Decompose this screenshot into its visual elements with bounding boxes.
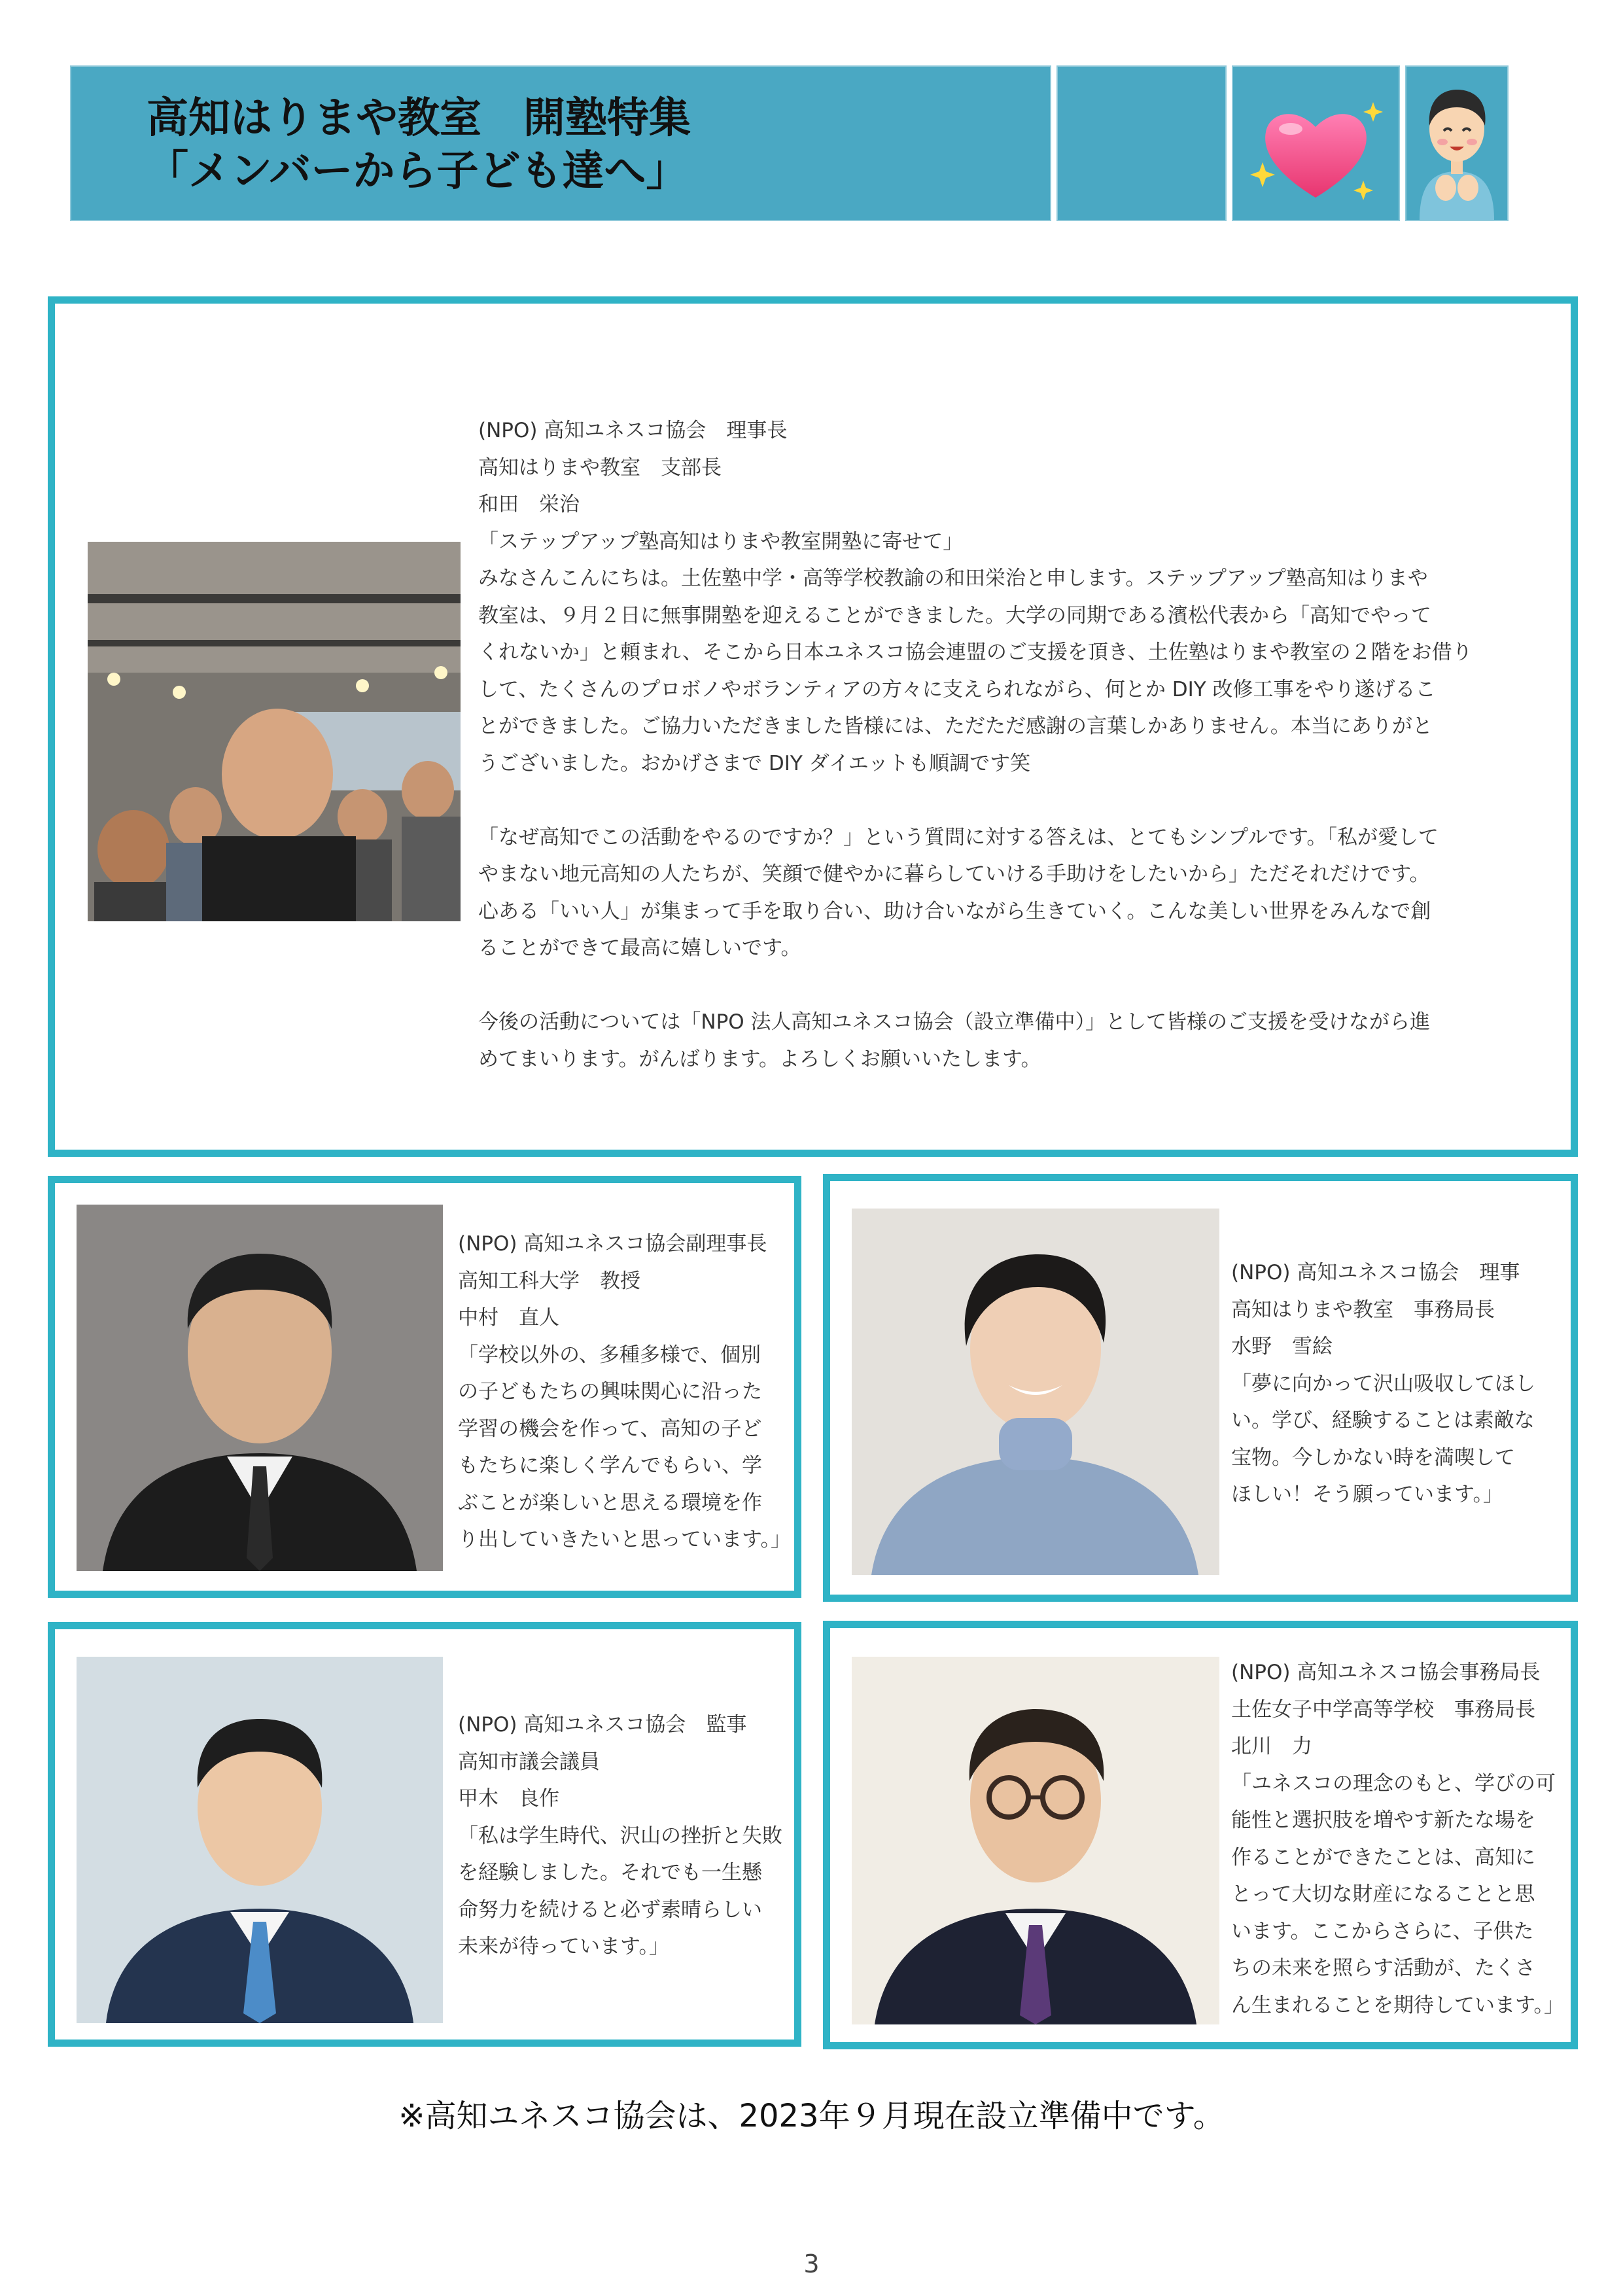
header-title-line2: 「メンバーから子ども達へ」 <box>147 147 688 196</box>
text-line: ん生まれることを期待しています。」 <box>1231 1993 1565 2017</box>
text-line: ぶことが楽しいと思える環境を作 <box>458 1491 762 1515</box>
text-line: とって大切な財産になることと思 <box>1231 1882 1535 1906</box>
footnote: ※高知ユネスコ協会は、2023年９月現在設立準備中です。 <box>398 2098 1225 2134</box>
text-line: して、たくさんのプロボノやボランティアの方々に支えられながら、何とか DIY 改修工事をやり遂げるこ <box>478 677 1436 701</box>
member-text <box>458 1706 782 1966</box>
header-title-line1: 高知はりまや教室 開塾特集 <box>147 94 691 143</box>
text-line: ることができて最高に嬉しいです。 <box>478 936 801 960</box>
text-line: (NPO) 高知ユネスコ協会 理事長 <box>478 419 788 442</box>
text-line: もたちに楽しく学んでもらい、学 <box>458 1454 762 1477</box>
text-line: 「なぜ高知でこの活動をやるのですか？」という質問に対する答えは、とてもシンプルです。「私が愛して <box>478 825 1439 849</box>
heart-tile <box>1232 65 1400 221</box>
member-portrait-photo <box>77 1205 443 1571</box>
main-profile-text <box>478 412 1473 1078</box>
text-line: 今後の活動については「NPO 法人高知ユネスコ協会（設立準備中）」として皆様のご支援を受けながら進 <box>478 1010 1431 1034</box>
text-line: 作ることができたことは、高知に <box>1231 1845 1535 1869</box>
text-line: 未来が待っています。」 <box>458 1935 670 1958</box>
member-portrait-photo <box>77 1657 443 2023</box>
text-line: (NPO) 高知ユネスコ協会事務局長 <box>1231 1661 1541 1684</box>
group-selfie-photo <box>88 542 461 921</box>
text-line: (NPO) 高知ユネスコ協会 監事 <box>458 1713 747 1737</box>
text-line: うございました。おかげさまで DIY ダイエットも順調です笑 <box>478 751 1031 775</box>
text-line: を経験しました。それでも一生懸 <box>458 1861 762 1884</box>
text-line: います。ここからさらに、子供た <box>1231 1919 1534 1943</box>
text-line: い。学び、経験することは素敵な <box>1231 1409 1535 1432</box>
text-line: (NPO) 高知ユネスコ協会副理事長 <box>458 1232 767 1256</box>
paragraph-gap <box>478 782 1473 819</box>
text-line: やまない地元高知の人たちが、笑顔で健やかに暮らしていける手助けをしたいから」ただそれだけです。 <box>478 862 1430 886</box>
member-box <box>48 1622 801 2047</box>
text-line: 能性と選択肢を増やす新たな場を <box>1231 1809 1535 1832</box>
text-line: 土佐女子中学高等学校 事務局長 <box>1231 1697 1535 1722</box>
member-text <box>1231 1654 1564 2024</box>
text-line: 「ステップアップ塾高知はりまや教室開塾に寄せて」 <box>478 529 964 554</box>
text-line: とができました。ご協力いただきました皆様には、ただただ感謝の言葉しかありません。本当にありがと <box>478 715 1433 738</box>
text-line: ほしい！そう願っています。」 <box>1231 1483 1504 1506</box>
page-number: 3 <box>803 2250 820 2278</box>
text-line: 高知はりまや教室 事務局長 <box>1231 1298 1495 1322</box>
text-line: 和田 栄治 <box>478 493 580 516</box>
paragraph-gap <box>478 967 1473 1004</box>
text-line: り出していきたいと思っています。」 <box>458 1528 792 1551</box>
text-line: 学習の機会を作って、高知の子ど <box>458 1417 762 1441</box>
happy-boy-icon <box>1406 67 1507 220</box>
text-line: 中村 直人 <box>458 1306 559 1330</box>
text-line: くれないか」と頼まれ、そこから日本ユネスコ協会連盟のご支援を頂き、土佐塾はりまや教室の２階をお借り <box>478 641 1473 664</box>
text-line: 高知市議会議員 <box>458 1750 600 1774</box>
text-line: 水野 雪絵 <box>1231 1335 1333 1358</box>
text-line: 「夢に向かって沢山吸収してほし <box>1231 1371 1535 1396</box>
text-line: 「私は学生時代、沢山の挫折と失敗 <box>458 1824 782 1848</box>
member-box <box>823 1621 1578 2049</box>
text-line: 命努力を続けると必ず素晴らしい <box>458 1898 762 1922</box>
text-line: 教室は、９月２日に無事開塾を迎えることができました。大学の同期である濱松代表から「高知でやって <box>478 603 1431 627</box>
member-box <box>823 1174 1578 1602</box>
text-line: ちの未来を照らす活動が、たくさ <box>1231 1956 1535 1980</box>
member-text <box>1231 1254 1535 1513</box>
text-line: 「学校以外の、多種多様で、個別 <box>458 1343 761 1367</box>
member-portrait-photo <box>852 1657 1219 2024</box>
main-profile-box <box>48 296 1578 1157</box>
boy-tile <box>1405 65 1509 221</box>
text-line: (NPO) 高知ユネスコ協会 理事 <box>1231 1261 1520 1284</box>
text-line: めてまいります。がんばります。よろしくお願いいたします。 <box>478 1047 1041 1071</box>
text-line: みなさんこんにちは。土佐塾中学・高等学校教諭の和田栄治と申します。ステップアップ塾高知はりまや <box>478 567 1428 590</box>
header-tile <box>1056 65 1227 221</box>
text-line: 北川 力 <box>1231 1735 1312 1758</box>
member-portrait-photo <box>852 1209 1219 1575</box>
text-line: 高知はりまや教室 支部長 <box>478 455 722 480</box>
text-line: 「ユネスコの理念のもと、学びの可 <box>1231 1771 1556 1795</box>
text-line: 心ある「いい人」が集まって手を取り合い、助け合いながら生きていく。こんな美しい世界をみんなで創 <box>478 899 1431 923</box>
heart-icon <box>1233 67 1399 220</box>
text-line: 甲木 良作 <box>458 1787 559 1810</box>
text-line: 宝物。今しかない時を満喫して <box>1231 1445 1515 1470</box>
text-line: の子どもたちの興味関心に沿った <box>458 1380 762 1404</box>
header-title-panel <box>70 65 1051 221</box>
member-text <box>458 1226 791 1559</box>
text-line: 高知工科大学 教授 <box>458 1269 640 1293</box>
member-box <box>48 1176 801 1598</box>
